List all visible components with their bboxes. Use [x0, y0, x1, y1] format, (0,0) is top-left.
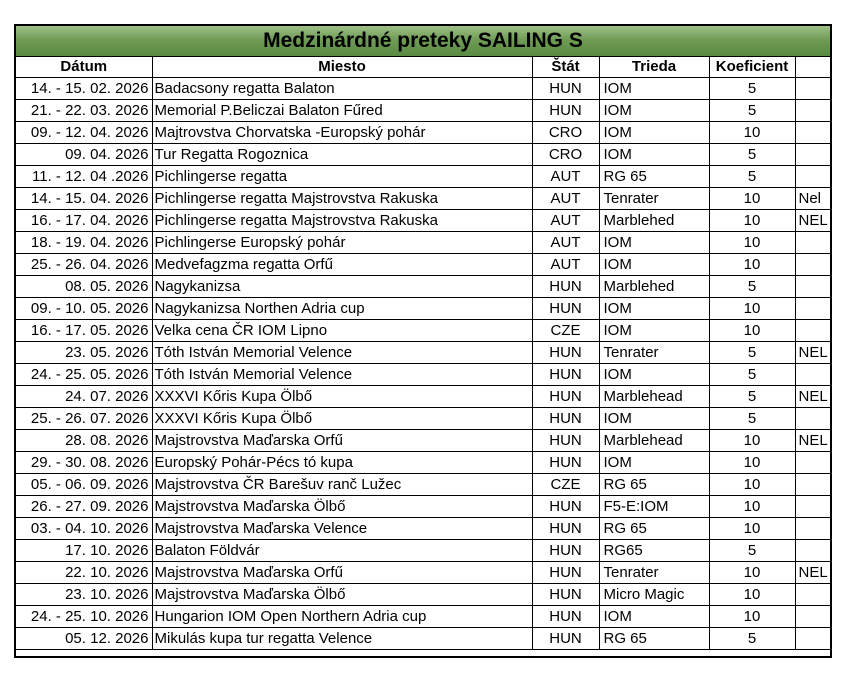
cell-date: 21. - 22. 03. 2026 [16, 100, 152, 122]
cell-extra [795, 320, 830, 342]
cell-class: Marblehead [599, 430, 709, 452]
cell-date: 16. - 17. 05. 2026 [16, 320, 152, 342]
cell-state: HUN [532, 78, 599, 100]
cell-extra [795, 584, 830, 606]
cell-coefficient: 10 [709, 298, 795, 320]
cell-state: HUN [532, 518, 599, 540]
cell-class: IOM [599, 100, 709, 122]
cell-date: 09. 04. 2026 [16, 144, 152, 166]
table-row [16, 408, 830, 430]
column-header-class: Trieda [599, 57, 709, 78]
cell-coefficient: 5 [709, 364, 795, 386]
cell-extra [795, 364, 830, 386]
column-header-place: Miesto [152, 57, 532, 78]
cell-place: Tóth István Memorial Velence [152, 364, 532, 386]
cell-extra [795, 166, 830, 188]
table-row [16, 496, 830, 518]
cell-place: Mikulás kupa tur regatta Velence [152, 628, 532, 650]
cell-extra: NEL [795, 562, 830, 584]
cell-place: Majstrovstva Maďarska Ölbő [152, 584, 532, 606]
cell-place: XXXVI Kőris Kupa Ölbő [152, 386, 532, 408]
cell-class: Marblehed [599, 276, 709, 298]
cell-date: 03. - 04. 10. 2026 [16, 518, 152, 540]
table-row [16, 320, 830, 342]
cell-coefficient: 10 [709, 188, 795, 210]
cell-class: IOM [599, 606, 709, 628]
cell-extra [795, 606, 830, 628]
cell-class: RG 65 [599, 628, 709, 650]
cell-date: 05. 12. 2026 [16, 628, 152, 650]
schedule-sheet [14, 24, 832, 658]
cell-state: HUN [532, 540, 599, 562]
table-row [16, 562, 830, 584]
table-row [16, 452, 830, 474]
table-row [16, 188, 830, 210]
table-row [16, 584, 830, 606]
cell-date: 23. 10. 2026 [16, 584, 152, 606]
cell-coefficient: 10 [709, 210, 795, 232]
cell-coefficient: 5 [709, 386, 795, 408]
cell-date: 14. - 15. 04. 2026 [16, 188, 152, 210]
cell-date: 26. - 27. 09. 2026 [16, 496, 152, 518]
cell-extra [795, 144, 830, 166]
column-header-state: Štát [532, 57, 599, 78]
regatta-table [16, 57, 830, 650]
cell-place: Nagykanizsa [152, 276, 532, 298]
table-row [16, 518, 830, 540]
cell-coefficient: 5 [709, 100, 795, 122]
cell-state: HUN [532, 276, 599, 298]
cell-date: 09. - 10. 05. 2026 [16, 298, 152, 320]
table-row [16, 122, 830, 144]
table-row [16, 232, 830, 254]
cell-extra [795, 122, 830, 144]
cell-place: Memorial P.Beliczai Balaton Fűred [152, 100, 532, 122]
cell-coefficient: 10 [709, 474, 795, 496]
cell-extra: Nel [795, 188, 830, 210]
cell-state: HUN [532, 562, 599, 584]
column-header-date: Dátum [16, 57, 152, 78]
cell-place: Medvefagzma regatta Orfű [152, 254, 532, 276]
cell-date: 17. 10. 2026 [16, 540, 152, 562]
cell-place: Majstrovstva Maďarska Velence [152, 518, 532, 540]
cell-date: 25. - 26. 07. 2026 [16, 408, 152, 430]
cell-place: Pichlingerse regatta [152, 166, 532, 188]
cell-date: 23. 05. 2026 [16, 342, 152, 364]
cell-extra [795, 628, 830, 650]
cell-class: IOM [599, 122, 709, 144]
cell-place: Badacsony regatta Balaton [152, 78, 532, 100]
cell-extra: NEL [795, 430, 830, 452]
cell-place: Majstrovstva Maďarska Ölbő [152, 496, 532, 518]
cell-class: F5-E:IOM [599, 496, 709, 518]
column-header-extra [795, 57, 830, 78]
cell-state: AUT [532, 188, 599, 210]
cell-coefficient: 5 [709, 144, 795, 166]
cell-state: CZE [532, 474, 599, 496]
cell-class: Tenrater [599, 562, 709, 584]
cell-extra [795, 408, 830, 430]
cell-extra [795, 496, 830, 518]
cell-class: RG65 [599, 540, 709, 562]
cell-extra [795, 78, 830, 100]
cell-place: Europský Pohár-Pécs tó kupa [152, 452, 532, 474]
cell-extra [795, 276, 830, 298]
cell-class: Marblehed [599, 210, 709, 232]
cell-state: AUT [532, 210, 599, 232]
cell-state: HUN [532, 408, 599, 430]
cell-extra [795, 518, 830, 540]
cell-extra [795, 100, 830, 122]
table-row [16, 100, 830, 122]
table-row [16, 210, 830, 232]
cell-coefficient: 10 [709, 254, 795, 276]
column-header-coefficient: Koeficient [709, 57, 795, 78]
cell-date: 24. - 25. 10. 2026 [16, 606, 152, 628]
cell-coefficient: 10 [709, 452, 795, 474]
table-row [16, 166, 830, 188]
cell-extra [795, 474, 830, 496]
cell-extra: NEL [795, 342, 830, 364]
cell-coefficient: 5 [709, 276, 795, 298]
cell-extra [795, 232, 830, 254]
cell-date: 24. - 25. 05. 2026 [16, 364, 152, 386]
cell-place: Balaton Földvár [152, 540, 532, 562]
sheet-title: Medzinárdné preteky SAILING S [16, 26, 830, 57]
cell-place: Pichlingerse regatta Majstrovstva Rakuska [152, 210, 532, 232]
cell-state: HUN [532, 430, 599, 452]
table-row [16, 364, 830, 386]
cell-class: RG 65 [599, 474, 709, 496]
cell-place: Majstrovstva ČR Barešuv ranč Lužec [152, 474, 532, 496]
cell-state: HUN [532, 606, 599, 628]
cell-coefficient: 10 [709, 122, 795, 144]
table-header-row [16, 57, 830, 78]
cell-place: Nagykanizsa Northen Adria cup [152, 298, 532, 320]
cell-extra: NEL [795, 210, 830, 232]
cell-class: IOM [599, 144, 709, 166]
cell-coefficient: 10 [709, 584, 795, 606]
cell-class: RG 65 [599, 518, 709, 540]
cell-date: 08. 05. 2026 [16, 276, 152, 298]
table-row [16, 78, 830, 100]
cell-class: IOM [599, 232, 709, 254]
cell-date: 24. 07. 2026 [16, 386, 152, 408]
cell-class: Tenrater [599, 188, 709, 210]
table-row [16, 606, 830, 628]
cell-place: XXXVI Kőris Kupa Ölbő [152, 408, 532, 430]
cell-date: 16. - 17. 04. 2026 [16, 210, 152, 232]
cell-place: Pichlingerse Europský pohár [152, 232, 532, 254]
table-row [16, 342, 830, 364]
cell-place: Majtrovstva Chorvatska -Europský pohár [152, 122, 532, 144]
table-row [16, 254, 830, 276]
cell-place: Tóth István Memorial Velence [152, 342, 532, 364]
table-row [16, 276, 830, 298]
cell-place: Pichlingerse regatta Majstrovstva Rakuska [152, 188, 532, 210]
cell-coefficient: 5 [709, 342, 795, 364]
cell-place: Majstrovstva Maďarska Orfű [152, 430, 532, 452]
cell-coefficient: 10 [709, 232, 795, 254]
table-row [16, 474, 830, 496]
table-row [16, 298, 830, 320]
cell-state: AUT [532, 232, 599, 254]
cell-state: CRO [532, 122, 599, 144]
cell-state: HUN [532, 386, 599, 408]
cell-class: IOM [599, 298, 709, 320]
cell-class: IOM [599, 452, 709, 474]
cell-state: CRO [532, 144, 599, 166]
cell-coefficient: 10 [709, 430, 795, 452]
cell-state: HUN [532, 496, 599, 518]
cell-state: AUT [532, 254, 599, 276]
cell-date: 29. - 30. 08. 2026 [16, 452, 152, 474]
table-row [16, 540, 830, 562]
cell-class: Marblehead [599, 386, 709, 408]
cell-coefficient: 5 [709, 628, 795, 650]
cell-coefficient: 10 [709, 518, 795, 540]
cell-extra [795, 452, 830, 474]
cell-class: IOM [599, 408, 709, 430]
cell-state: HUN [532, 364, 599, 386]
cell-place: Tur Regatta Rogoznica [152, 144, 532, 166]
cell-date: 05. - 06. 09. 2026 [16, 474, 152, 496]
cell-extra: NEL [795, 386, 830, 408]
cell-class: IOM [599, 78, 709, 100]
cell-date: 18. - 19. 04. 2026 [16, 232, 152, 254]
cell-place: Velka cena ČR IOM Lipno [152, 320, 532, 342]
table-row [16, 386, 830, 408]
cell-class: Tenrater [599, 342, 709, 364]
cell-date: 22. 10. 2026 [16, 562, 152, 584]
cell-extra [795, 298, 830, 320]
cell-class: RG 65 [599, 166, 709, 188]
cell-coefficient: 5 [709, 408, 795, 430]
cell-state: AUT [532, 166, 599, 188]
cell-date: 25. - 26. 04. 2026 [16, 254, 152, 276]
cell-class: IOM [599, 364, 709, 386]
cell-state: HUN [532, 628, 599, 650]
cell-coefficient: 5 [709, 166, 795, 188]
cell-coefficient: 10 [709, 606, 795, 628]
cell-state: CZE [532, 320, 599, 342]
cell-date: 09. - 12. 04. 2026 [16, 122, 152, 144]
cell-coefficient: 5 [709, 540, 795, 562]
cell-state: HUN [532, 100, 599, 122]
cell-date: 14. - 15. 02. 2026 [16, 78, 152, 100]
cell-coefficient: 10 [709, 320, 795, 342]
cell-state: HUN [532, 298, 599, 320]
cell-date: 28. 08. 2026 [16, 430, 152, 452]
table-row [16, 430, 830, 452]
cell-place: Majstrovstva Maďarska Orfű [152, 562, 532, 584]
cell-place: Hungarion IOM Open Northern Adria cup [152, 606, 532, 628]
cell-state: HUN [532, 584, 599, 606]
cell-date: 11. - 12. 04 .2026 [16, 166, 152, 188]
cell-class: IOM [599, 254, 709, 276]
cell-extra [795, 254, 830, 276]
cell-class: IOM [599, 320, 709, 342]
table-row [16, 628, 830, 650]
cell-coefficient: 10 [709, 496, 795, 518]
cell-class: Micro Magic [599, 584, 709, 606]
cell-coefficient: 10 [709, 562, 795, 584]
table-row [16, 144, 830, 166]
cell-coefficient: 5 [709, 78, 795, 100]
cell-extra [795, 540, 830, 562]
cell-state: HUN [532, 452, 599, 474]
cell-state: HUN [532, 342, 599, 364]
